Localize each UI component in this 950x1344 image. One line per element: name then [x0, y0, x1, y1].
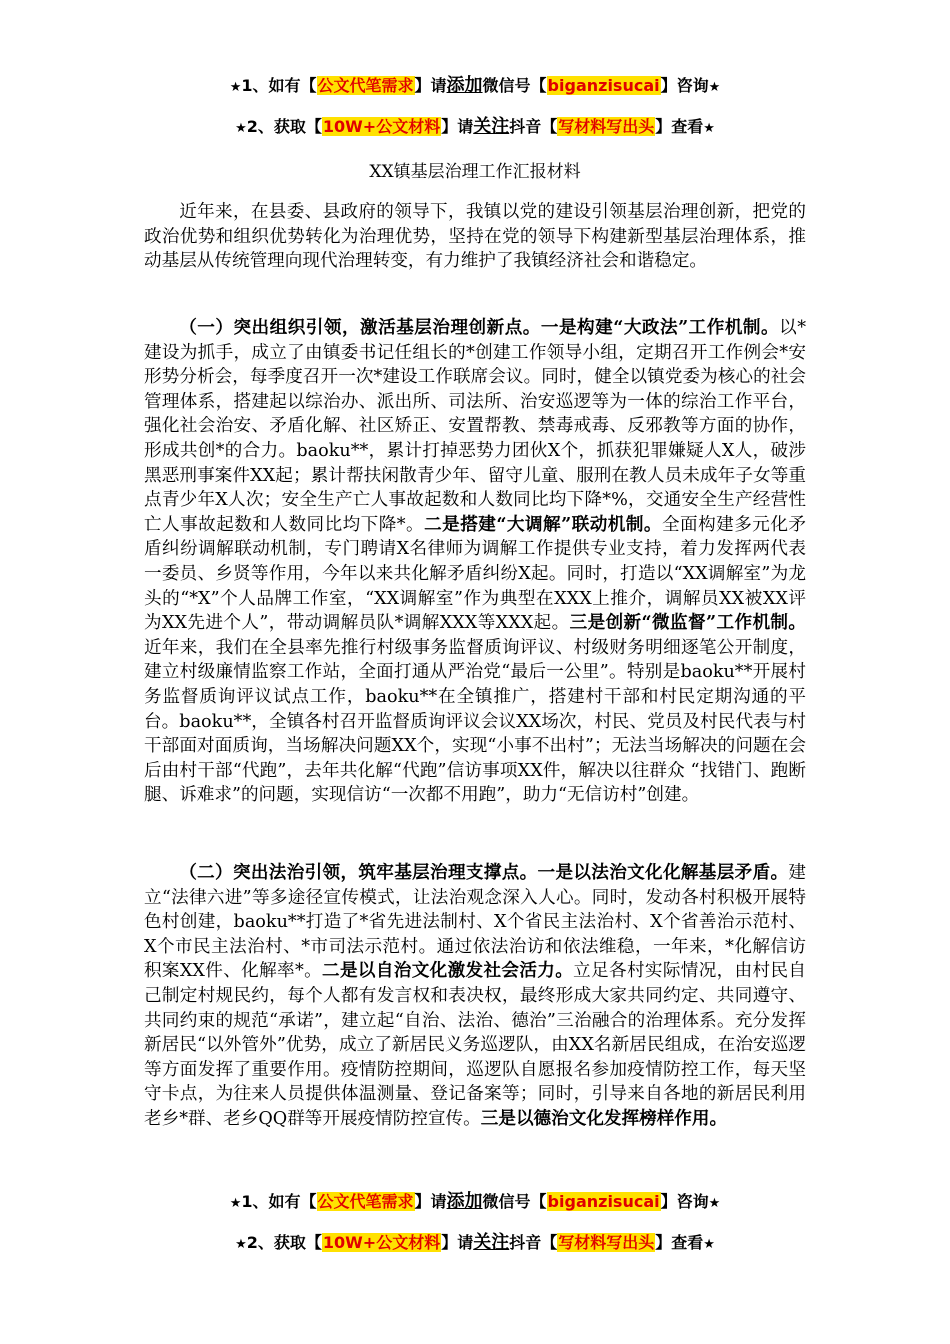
underlined-text: 添加: [446, 75, 483, 96]
star-icon: ★: [235, 121, 247, 136]
douyin-account: 写材料写出头: [558, 1233, 655, 1252]
section2-point3: 三是以德治文化发挥榜样作用。: [480, 1107, 728, 1129]
highlight-text: 10W+公文材料: [322, 1233, 441, 1252]
section1-point3: 三是创新“微监督”工作机制。: [569, 612, 807, 634]
banner-bottom-line2: ★2、获取【10W+公文材料】请关注抖音【写材料写出头】查看★: [235, 1232, 715, 1253]
banner-bottom-line1: ★1、如有【公文代笔需求】请添加微信号【biganzisucai】咨询★: [229, 1191, 721, 1212]
star-icon: ★: [703, 1237, 715, 1252]
star-icon: ★: [235, 1237, 247, 1252]
star-icon: ★: [708, 80, 721, 95]
douyin-account: 写材料写出头: [558, 117, 655, 136]
section1-point2: 二是搭建“大调解”联动机制。: [424, 513, 662, 535]
section1-paragraph: （一）突出组织引领，激活基层治理创新点。一是构建“大政法”工作机制。以*建设为抓手，成立了由镇委书记任组长的*创建工作领导小组，定期召开工作例会*安形势分析会，每季度召开一次*建设工作联席会议。同时，健全以镇党委为核心的社会管理体系，搭建起以综治办、派出所、司法所、治安巡逻等为一体的综治工作平台，强化社会治安、矛盾化解、社区矫正、安置帮教、禁毒戒毒、反邪教等方面的协作，形成共创*的合力。baoku**，累计打掉恶势力团伙X个，抓获犯罪嫌疑人X人，破涉黑恶刑事案件XX起；累计帮扶闲散青少年、留守儿童、服刑在教人员未成年子女等重点青少年X人次；安全生产亡人事故起数和人数同比均下降*%，交通安全生产经营性亡人事故起数和人数同比均下降*。二是搭建“大调解”联动机制。全面构建多元化矛盾纠纷调解联动机制，专门聘请X名律师为调解工作提供专业支持，着力发挥两代表一委员、乡贤等作用，今年以来共化解矛盾纠纷X起。同时，打造以“XX调解室”为龙头的“*X”个人品牌工作室，“XX调解室”作为典型在XXX上推介，调解员XX被XX评为XX先进个人”，带动调解员队*调解XXX等XXX起。三是创新“微监督”工作机制。近年来，我们在全县率先推行村级事务监督质询评议、村级财务明细逐笔公开制度，建立村级廉情监察工作站，全面打通从严治党“最后一公里”。特别是baoku**开展村务监督质询评议试点工作，baoku**在全镇推广，搭建村干部和村民定期沟通的平台。baoku**，全镇各村召开监督质询评议会议XX场次，村民、党员及村民代表与村干部面对面质询，当场解决问题XX个，实现“小事不出村”；无法当场解决的问题在会后由村干部“代跑”，去年共化解“代跑”信访事项XX件，解决以往群众 “找错门、跑断腿、诉难求”的问题，实现信访“一次都不用跑”，助力“无信访村”创建。: [144, 317, 807, 806]
section1-heading: （一）突出组织引领，激活基层治理创新点。一是构建“大政法”工作机制。: [179, 317, 780, 338]
star-icon: ★: [708, 1196, 721, 1211]
highlight-text: 公文代笔需求: [317, 1192, 414, 1211]
star-icon: ★: [229, 80, 242, 95]
underlined-text: 添加: [446, 1191, 483, 1212]
intro-paragraph: 近年来，在县委、县政府的领导下，我镇以党的建设引领基层治理创新，把党的政治优势和组织优势转化为治理优势，坚持在党的领导下构建新型基层治理体系，推动基层从传统管理向现代治理转变，有力维护了我镇经济社会和谐稳定。: [144, 202, 806, 272]
star-icon: ★: [229, 1196, 242, 1211]
star-icon: ★: [703, 121, 715, 136]
document-title: XX镇基层治理工作汇报材料: [369, 162, 581, 182]
section2-point2: 二是以自治文化激发社会活力。: [322, 960, 574, 982]
highlight-text: 公文代笔需求: [317, 76, 414, 95]
wechat-id: biganzisucai: [547, 76, 660, 95]
banner-top-line2: ★2、获取【10W+公文材料】请关注抖音【写材料写出头】查看★: [235, 116, 715, 137]
wechat-id: biganzisucai: [547, 1192, 660, 1211]
section2-paragraph: （二）突出法治引领，筑牢基层治理支撑点。一是以法治文化化解基层矛盾。建立“法律六进”等多途径宣传模式，让法治观念深入人心。同时，发动各村积极开展特色村创建，baoku**打造了*省先进法制村、X个省民主法治村、X个省善治示范村、X个市民主法治村、*市司法示范村。通过依法治访和依法维稳，一年来，*化解信访积案XX件、化解率*。二是以自治文化激发社会活力。立足各村实际情况，由村民自己制定村规民约，每个人都有发言权和表决权，最终形成大家共同约定、共同遵守、共同约束的规范“承诺”，建立起“自治、法治、德治”三治融合的治理体系。充分发挥新居民“以外管外”优势，成立了新居民义务巡逻队，由XX名新居民组成，在治安巡逻等方面发挥了重要作用。疫情防控期间，巡逻队自愿报名参加疫情防控工作，每天坚守卡点，为往来人员提供体温测量、登记备案等；同时，引导来自各地的新居民利用老乡*群、老乡QQ群等开展疫情防控宣传。三是以德治文化发挥榜样作用。: [144, 862, 806, 1129]
underlined-text: 关注: [473, 116, 510, 137]
underlined-text: 关注: [473, 1232, 510, 1253]
section2-heading: （二）突出法治引领，筑牢基层治理支撑点。一是以法治文化化解基层矛盾。: [179, 862, 789, 883]
banner-top-line1: ★1、如有【公文代笔需求】请添加微信号【biganzisucai】咨询★: [229, 75, 721, 96]
highlight-text: 10W+公文材料: [322, 117, 441, 136]
